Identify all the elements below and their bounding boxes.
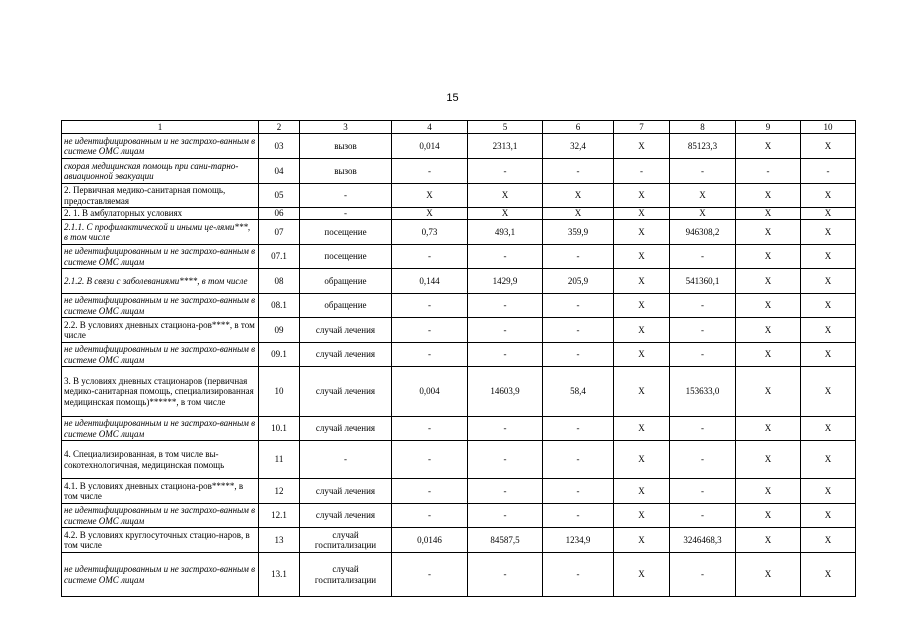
table-cell: Х: [614, 208, 670, 220]
table-cell: -: [468, 343, 543, 367]
table-cell: Х: [801, 504, 856, 528]
table-cell: -: [392, 479, 468, 504]
table-cell: -: [392, 343, 468, 367]
row-label: 2. Первичная медико-санитарная помощь, предоставляемая: [62, 184, 259, 208]
table-cell: 07: [259, 220, 300, 245]
header-cell: 10: [801, 121, 856, 134]
row-label: 2.1.1. С профилактической и иными це-лями***, в том числе: [62, 220, 259, 245]
table-cell: Х: [801, 245, 856, 269]
table-cell: 0,73: [392, 220, 468, 245]
table-cell: случай госпитализации: [300, 528, 392, 553]
table-row: [62, 220, 856, 245]
table-cell: 359,9: [543, 220, 614, 245]
table-cell: Х: [801, 528, 856, 553]
header-cell: 1: [62, 121, 259, 134]
table-cell: -: [392, 504, 468, 528]
table-cell: 0,0146: [392, 528, 468, 553]
table-cell: -: [392, 417, 468, 441]
header-cell: 3: [300, 121, 392, 134]
table-cell: обращение: [300, 294, 392, 318]
table-cell: -: [543, 245, 614, 269]
table-cell: Х: [736, 479, 801, 504]
table-cell: обращение: [300, 269, 392, 294]
table-cell: случай лечения: [300, 417, 392, 441]
table-cell: Х: [801, 318, 856, 343]
table-cell: -: [670, 294, 736, 318]
row-label: не идентифицированным и не застрахо-ванным в системе ОМС лицам: [62, 294, 259, 318]
table-cell: Х: [801, 269, 856, 294]
table-cell: -: [300, 208, 392, 220]
table-cell: -: [468, 441, 543, 479]
table-cell: 03: [259, 134, 300, 159]
table-cell: -: [670, 417, 736, 441]
table-cell: -: [392, 553, 468, 597]
table-row: [62, 245, 856, 269]
table-cell: -: [300, 184, 392, 208]
table-cell: Х: [736, 367, 801, 417]
table-cell: -: [670, 441, 736, 479]
table-cell: -: [670, 343, 736, 367]
table-cell: Х: [736, 134, 801, 159]
table-cell: Х: [543, 208, 614, 220]
table-cell: 10: [259, 367, 300, 417]
table-cell: 541360,1: [670, 269, 736, 294]
table-cell: случай лечения: [300, 343, 392, 367]
table-cell: Х: [801, 367, 856, 417]
table-cell: посещение: [300, 220, 392, 245]
table-row: [62, 208, 856, 220]
table-cell: Х: [736, 208, 801, 220]
table-row: [62, 528, 856, 553]
table-cell: 1429,9: [468, 269, 543, 294]
table-cell: 493,1: [468, 220, 543, 245]
header-cell: 9: [736, 121, 801, 134]
table-cell: -: [614, 159, 670, 184]
table-cell: 0,144: [392, 269, 468, 294]
table-cell: Х: [736, 220, 801, 245]
table-row: [62, 343, 856, 367]
table-cell: Х: [801, 441, 856, 479]
table-cell: 58,4: [543, 367, 614, 417]
table-cell: Х: [392, 184, 468, 208]
table-cell: Х: [736, 441, 801, 479]
row-label: 2.1.2. В связи с заболеваниями****, в том числе: [62, 269, 259, 294]
row-label: не идентифицированным и не застрахо-ванным в системе ОМС лицам: [62, 343, 259, 367]
table-cell: 14603,9: [468, 367, 543, 417]
table-cell: Х: [543, 184, 614, 208]
table-cell: -: [543, 417, 614, 441]
header-cell: 5: [468, 121, 543, 134]
table-cell: 13.1: [259, 553, 300, 597]
table-cell: 0,004: [392, 367, 468, 417]
table-cell: 1234,9: [543, 528, 614, 553]
table-cell: 06: [259, 208, 300, 220]
row-label: 2. 1. В амбулаторных условиях: [62, 208, 259, 220]
row-label: не идентифицированным и не застрахо-ванным в системе ОМС лицам: [62, 417, 259, 441]
table-cell: -: [543, 294, 614, 318]
table-cell: 05: [259, 184, 300, 208]
header-cell: 2: [259, 121, 300, 134]
table-cell: Х: [670, 184, 736, 208]
table-row: [62, 441, 856, 479]
table-cell: Х: [801, 134, 856, 159]
table-cell: Х: [801, 220, 856, 245]
row-label: 4.1. В условиях дневных стациона-ров*****, в том числе: [62, 479, 259, 504]
table-row: [62, 159, 856, 184]
table-cell: -: [468, 479, 543, 504]
table-cell: Х: [614, 417, 670, 441]
table-cell: -: [543, 504, 614, 528]
table-cell: Х: [614, 184, 670, 208]
table-cell: -: [543, 318, 614, 343]
table-cell: -: [300, 441, 392, 479]
table-cell: Х: [801, 343, 856, 367]
table-cell: Х: [801, 479, 856, 504]
table-cell: 84587,5: [468, 528, 543, 553]
header-row: [62, 121, 856, 134]
table-cell: -: [468, 245, 543, 269]
table-cell: Х: [614, 528, 670, 553]
table-cell: Х: [614, 367, 670, 417]
table-row: [62, 294, 856, 318]
table-row: [62, 184, 856, 208]
table-cell: Х: [614, 294, 670, 318]
table-cell: Х: [736, 318, 801, 343]
row-label: 2.2. В условиях дневных стациона-ров****, в том числе: [62, 318, 259, 343]
table-cell: Х: [614, 441, 670, 479]
table-cell: Х: [614, 504, 670, 528]
table-cell: Х: [614, 318, 670, 343]
table-cell: 07.1: [259, 245, 300, 269]
table-body: [62, 121, 856, 597]
table-cell: 205,9: [543, 269, 614, 294]
table-cell: -: [543, 159, 614, 184]
table-cell: -: [392, 318, 468, 343]
table-cell: Х: [736, 269, 801, 294]
table-cell: -: [468, 504, 543, 528]
table-cell: случай госпитализации: [300, 553, 392, 597]
table-cell: 09.1: [259, 343, 300, 367]
table-cell: Х: [801, 184, 856, 208]
table-cell: Х: [801, 553, 856, 597]
table-cell: посещение: [300, 245, 392, 269]
table-row: [62, 134, 856, 159]
table-row: [62, 553, 856, 597]
table-cell: Х: [614, 269, 670, 294]
table-cell: -: [392, 294, 468, 318]
table-cell: Х: [736, 294, 801, 318]
table-cell: Х: [614, 553, 670, 597]
table-cell: -: [468, 294, 543, 318]
row-label: скорая медицинская помощь при сани-тарно-авиационной эвакуации: [62, 159, 259, 184]
table-cell: 12: [259, 479, 300, 504]
table-cell: -: [670, 245, 736, 269]
row-label: не идентифицированным и не застрахо-ванным в системе ОМС лицам: [62, 553, 259, 597]
table-cell: 09: [259, 318, 300, 343]
table-cell: 04: [259, 159, 300, 184]
table-cell: -: [392, 245, 468, 269]
table-cell: -: [468, 318, 543, 343]
table-row: [62, 318, 856, 343]
table-cell: случай лечения: [300, 318, 392, 343]
table-cell: Х: [736, 184, 801, 208]
table-cell: Х: [614, 245, 670, 269]
table-cell: Х: [614, 479, 670, 504]
table-cell: 12.1: [259, 504, 300, 528]
table-cell: Х: [801, 417, 856, 441]
table-cell: Х: [736, 553, 801, 597]
table-cell: -: [468, 417, 543, 441]
table-cell: 85123,3: [670, 134, 736, 159]
table-row: [62, 504, 856, 528]
row-label: не идентифицированным и не застрахо-ванным в системе ОМС лицам: [62, 504, 259, 528]
table-row: [62, 367, 856, 417]
row-label: не идентифицированным и не застрахо-ванным в системе ОМС лицам: [62, 134, 259, 159]
row-label: не идентифицированным и не застрахо-ванным в системе ОМС лицам: [62, 245, 259, 269]
table-cell: -: [801, 159, 856, 184]
table-cell: 32,4: [543, 134, 614, 159]
table-cell: -: [543, 441, 614, 479]
table-cell: 153633,0: [670, 367, 736, 417]
table-cell: случай лечения: [300, 504, 392, 528]
table-cell: Х: [614, 220, 670, 245]
table-cell: -: [543, 553, 614, 597]
table-cell: вызов: [300, 159, 392, 184]
table-cell: Х: [614, 343, 670, 367]
table-cell: случай лечения: [300, 479, 392, 504]
row-label: 4.2. В условиях круглосуточных стацио-наров, в том числе: [62, 528, 259, 553]
table-cell: -: [543, 343, 614, 367]
table-cell: Х: [801, 294, 856, 318]
table-cell: вызов: [300, 134, 392, 159]
table-cell: Х: [736, 343, 801, 367]
table-cell: Х: [468, 208, 543, 220]
table-cell: Х: [736, 417, 801, 441]
table-cell: -: [670, 159, 736, 184]
table-cell: -: [468, 553, 543, 597]
table-cell: 08.1: [259, 294, 300, 318]
table-row: [62, 479, 856, 504]
table-row: [62, 269, 856, 294]
table-cell: Х: [614, 134, 670, 159]
table-cell: -: [392, 159, 468, 184]
table-cell: -: [670, 318, 736, 343]
table-cell: Х: [736, 504, 801, 528]
table-cell: Х: [392, 208, 468, 220]
table-cell: -: [670, 553, 736, 597]
table-cell: 2313,1: [468, 134, 543, 159]
table-cell: 946308,2: [670, 220, 736, 245]
table-cell: 0,014: [392, 134, 468, 159]
row-label: 4. Специализированная, в том числе вы-сокотехнологичная, медицинская помощь: [62, 441, 259, 479]
table-cell: -: [670, 479, 736, 504]
header-cell: 4: [392, 121, 468, 134]
table-cell: -: [670, 504, 736, 528]
data-table: [61, 120, 856, 597]
table-cell: 08: [259, 269, 300, 294]
table-cell: Х: [801, 208, 856, 220]
header-cell: 6: [543, 121, 614, 134]
table-cell: случай лечения: [300, 367, 392, 417]
table-cell: Х: [736, 528, 801, 553]
table-cell: Х: [670, 208, 736, 220]
page-number: 15: [446, 92, 459, 104]
table-cell: Х: [736, 245, 801, 269]
table-cell: 3246468,3: [670, 528, 736, 553]
table-cell: 11: [259, 441, 300, 479]
header-cell: 7: [614, 121, 670, 134]
table-row: [62, 417, 856, 441]
table-cell: 10.1: [259, 417, 300, 441]
table-cell: Х: [468, 184, 543, 208]
header-cell: 8: [670, 121, 736, 134]
table-cell: 13: [259, 528, 300, 553]
row-label: 3. В условиях дневных стационаров (первичная медико-санитарная помощь, специализированная медицинская помощь)******, в том числе: [62, 367, 259, 417]
table-cell: -: [468, 159, 543, 184]
table-cell: -: [392, 441, 468, 479]
table-cell: -: [543, 479, 614, 504]
table-cell: -: [736, 159, 801, 184]
